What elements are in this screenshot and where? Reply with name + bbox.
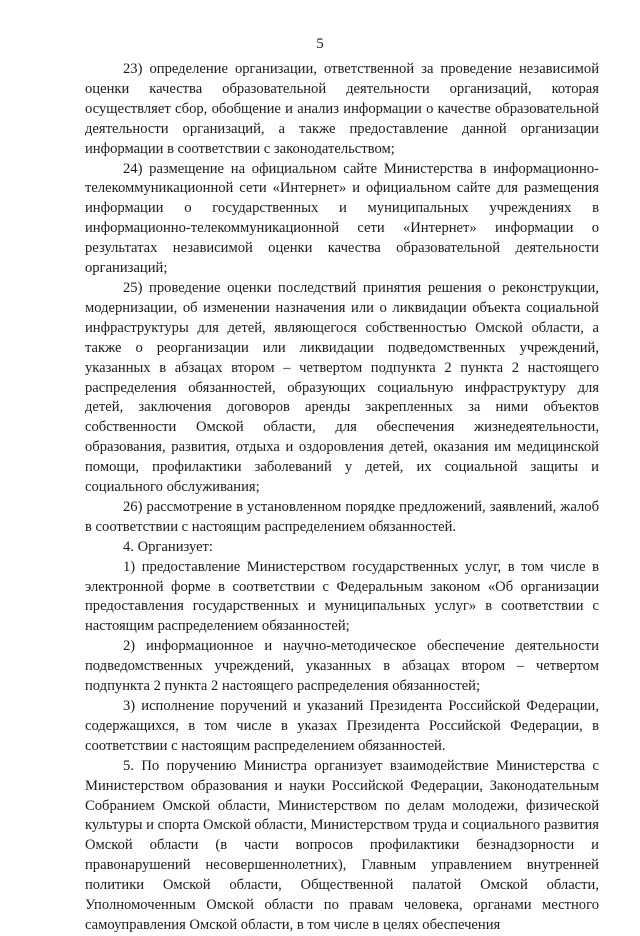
paragraph-item-23: 23) определение организации, ответственной за проведение независимой оценки качества образовательной деятельности организаций, которая осуществляет сбор, обобщение и анализ информации о качестве образовательной деятельности организаций, а также предоставление данной организации информации в соответствии с законодательством; bbox=[85, 61, 599, 157]
paragraph-section-5: 5. По поручению Министра организует взаимодействие Министерства с Министерством образования и науки Российской Федерации, Законодательным Собранием Омской области, Министерством по делам молодежи, физической культуры и спорта Омской области, Министерством труда и социального развития Омской области (в части вопросов профилактики безнадзорности и правонарушений несовершеннолетних), Главным управлением внутренней политики Омской области, Общественной палатой Омской области, Уполномоченным Омской области по правам человека, органами местного самоуправления Омской области, в том числе в целях обеспечения bbox=[85, 757, 599, 933]
paragraph-organizes-2: 2) информационное и научно-методическое обеспечение деятельности подведомственных учреждений, указанных в абзацах втором – четвертом подпункта 2 пункта 2 настоящего распределения обязанностей; bbox=[85, 638, 599, 695]
paragraph-item-24: 24) размещение на официальном сайте Министерства в информационно-телекоммуникационной сети «Интернет» и официальном сайте для размещения информации о государственных и муниципальных учреждениях в информационно-телекоммуникационной сети «Интернет» информации о результатах независимой оценки качества образовательной деятельности организаций; bbox=[85, 160, 599, 277]
paragraph-organizes-3: 3) исполнение поручений и указаний Президента Российской Федерации, содержащихся, в том числе в указах Президента Российской Федерации, в соответствии с настоящим распределением обязанностей. bbox=[85, 698, 599, 754]
paragraph-item-25: 25) проведение оценки последствий принятия решения о реконструкции, модернизации, об изменении назначения или о ликвидации объекта социальной инфраструктуры для детей, являющегося собственностью Омской области, а также о реорганизации или ликвидации подведомственных учреждений, указанных в абзацах втором – четвертом подпункта 2 пункта 2 настоящего распределения обязанностей, образующих социальную инфраструктуру для детей, заключения договоров аренды закрепленных за ними объектов собственности Омской области, для обеспечения жизнедеятельности, образования, развития, отдыха и оздоровления детей, оказания им медицинской помощи, профилактики заболеваний у детей, их социальной защиты и социального обслуживания; bbox=[85, 279, 599, 496]
section-heading-4: 4. Организует: bbox=[123, 538, 213, 555]
document-body bbox=[85, 60, 599, 936]
paragraph-organizes-1: 1) предоставление Министерством государственных услуг, в том числе в электронной форме в соответствии с Федеральным законом «Об организации предоставления государственных и муниципальных услуг» в соответствии с настоящим распределением обязанностей; bbox=[85, 558, 599, 635]
paragraph-item-26: 26) рассмотрение в установленном порядке предложений, заявлений, жалоб в соответствии с настоящим распределением обязанностей. bbox=[85, 498, 599, 535]
page-number: 5 bbox=[316, 36, 324, 52]
